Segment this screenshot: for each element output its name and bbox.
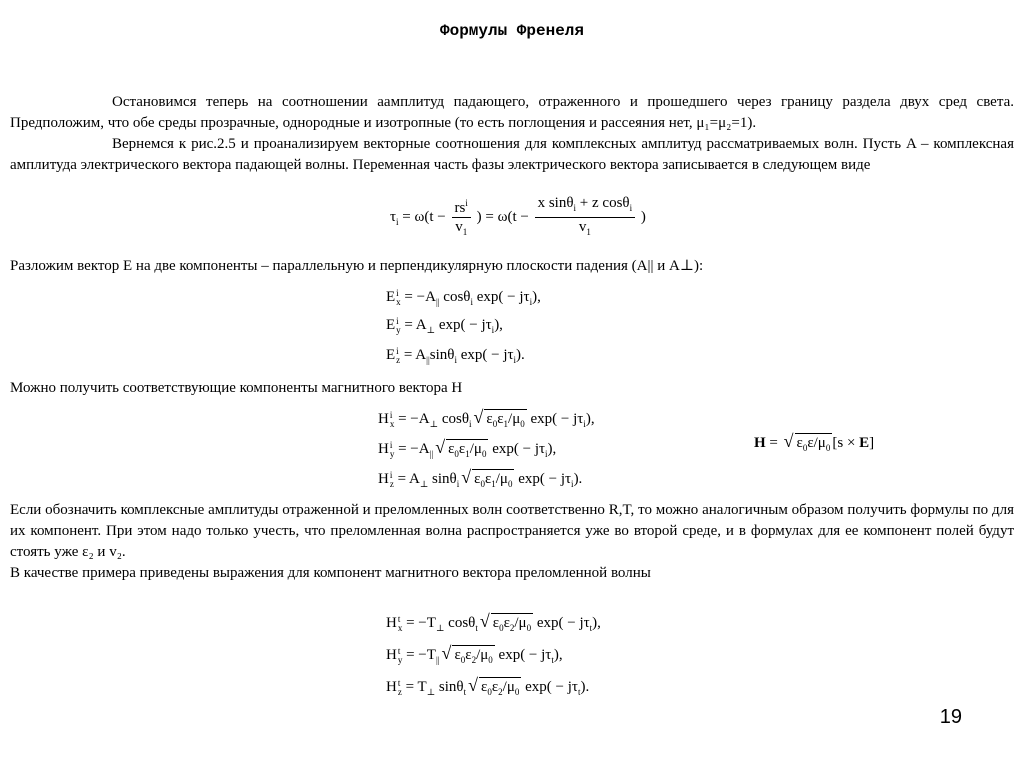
page-title: Формулы Френеля [439,22,585,40]
paragraph-phase: Вернемся к рис.2.5 и проанализируем векторные соотношения для комплексных амплитуд рассматриваемых волн. Пусть A – комплексная амплитуда электрического вектора падающей волны. Переменная часть фазы электрического вектора записывается в следующем виде [10,136,1014,173]
paragraph-magnetic: Можно получить соответствующие компоненты магнитного вектора H [10,380,463,396]
page-number: 19 [939,706,962,728]
equation-htx: H t x = $-T_\perp$ cosθ$_t$ √ $\varepsilon_0\varepsilon_2/\mu_0$ $\exp( - j\tau_t)$, [386,612,601,637]
paragraph-intro: Остановимся теперь на соотношении аамплитуд падающего, отраженного и прошедшего через границу раздела двух сред света. Предположим, что обе среды прозрачные, однородные и изотропные (то есть поглощения и рассеяния нет, μ₁=μ₂=1). [10,94,1014,131]
equation-ez: E i z = $A_{||}\sin\theta_i$ $\exp( - j\tau_i)$. [386,345,525,365]
equation-hy: H i y = $-A_{||}$ √ $\varepsilon_0\varepsilon_1/\mu_0$ $\exp( - j\tau_i)$, [378,438,556,463]
paragraph-example: В качестве примера приведены выражения для компонент магнитного вектора преломленной волны [10,565,651,581]
equation-hty: H t y = $-T_{||}$ √ $\varepsilon_0\varepsilon_2/\mu_0$ $\exp( - j\tau_t)$, [386,644,563,669]
phase-equation: $\tau_i = \omega(t$ − $\frac{rs^i}{v_1}$ ) = ω(t − $\frac{x \sin\theta_i + z \cos\theta_i}{v_1}$ ) [390,195,646,237]
equation-h-vector: H = √ $\varepsilon_0\varepsilon/\mu_0$ [s × E] [754,432,874,457]
paragraph-decompose: Разложим вектор E на две компоненты – параллельную и перпендикулярную плоскости падения (A|| и A⊥): [10,258,704,274]
equation-ex: E i x = $-A_{||}$ cosθ$_i$ $\exp( - j\tau_i)$, [386,287,541,307]
equation-htz: H t z = $T_\perp$ sinθ$_t$ √ $\varepsilon_0\varepsilon_2/\mu_0$ $\exp( - j\tau_t)$. [386,676,589,701]
equation-hx: H i x = $-A_\perp$ cosθ$_i$ √ $\varepsilon_0\varepsilon_1/\mu_0$ $\exp( - j\tau_i)$, [378,408,595,433]
equation-ey: E i y = $A_\perp$ $\exp( - j\tau_i)$, [386,315,503,335]
equation-hz: H i z = $A_\perp$ sinθ$_i$ √ $\varepsilon_0\varepsilon_1/\mu_0$ $\exp( - j\tau_i)$. [378,468,582,493]
paragraph-refracted: Если обозначить комплексные амплитуды отраженной и преломленных волн соответственно R,T, то можно аналогичным образом получить формулы по для их компонент. При этом надо только учесть, что преломленная волна распространяется уже во второй среде, и в формулах для ее компонент полей будут стоять уже ε₂ и v₂. [10,502,1014,560]
